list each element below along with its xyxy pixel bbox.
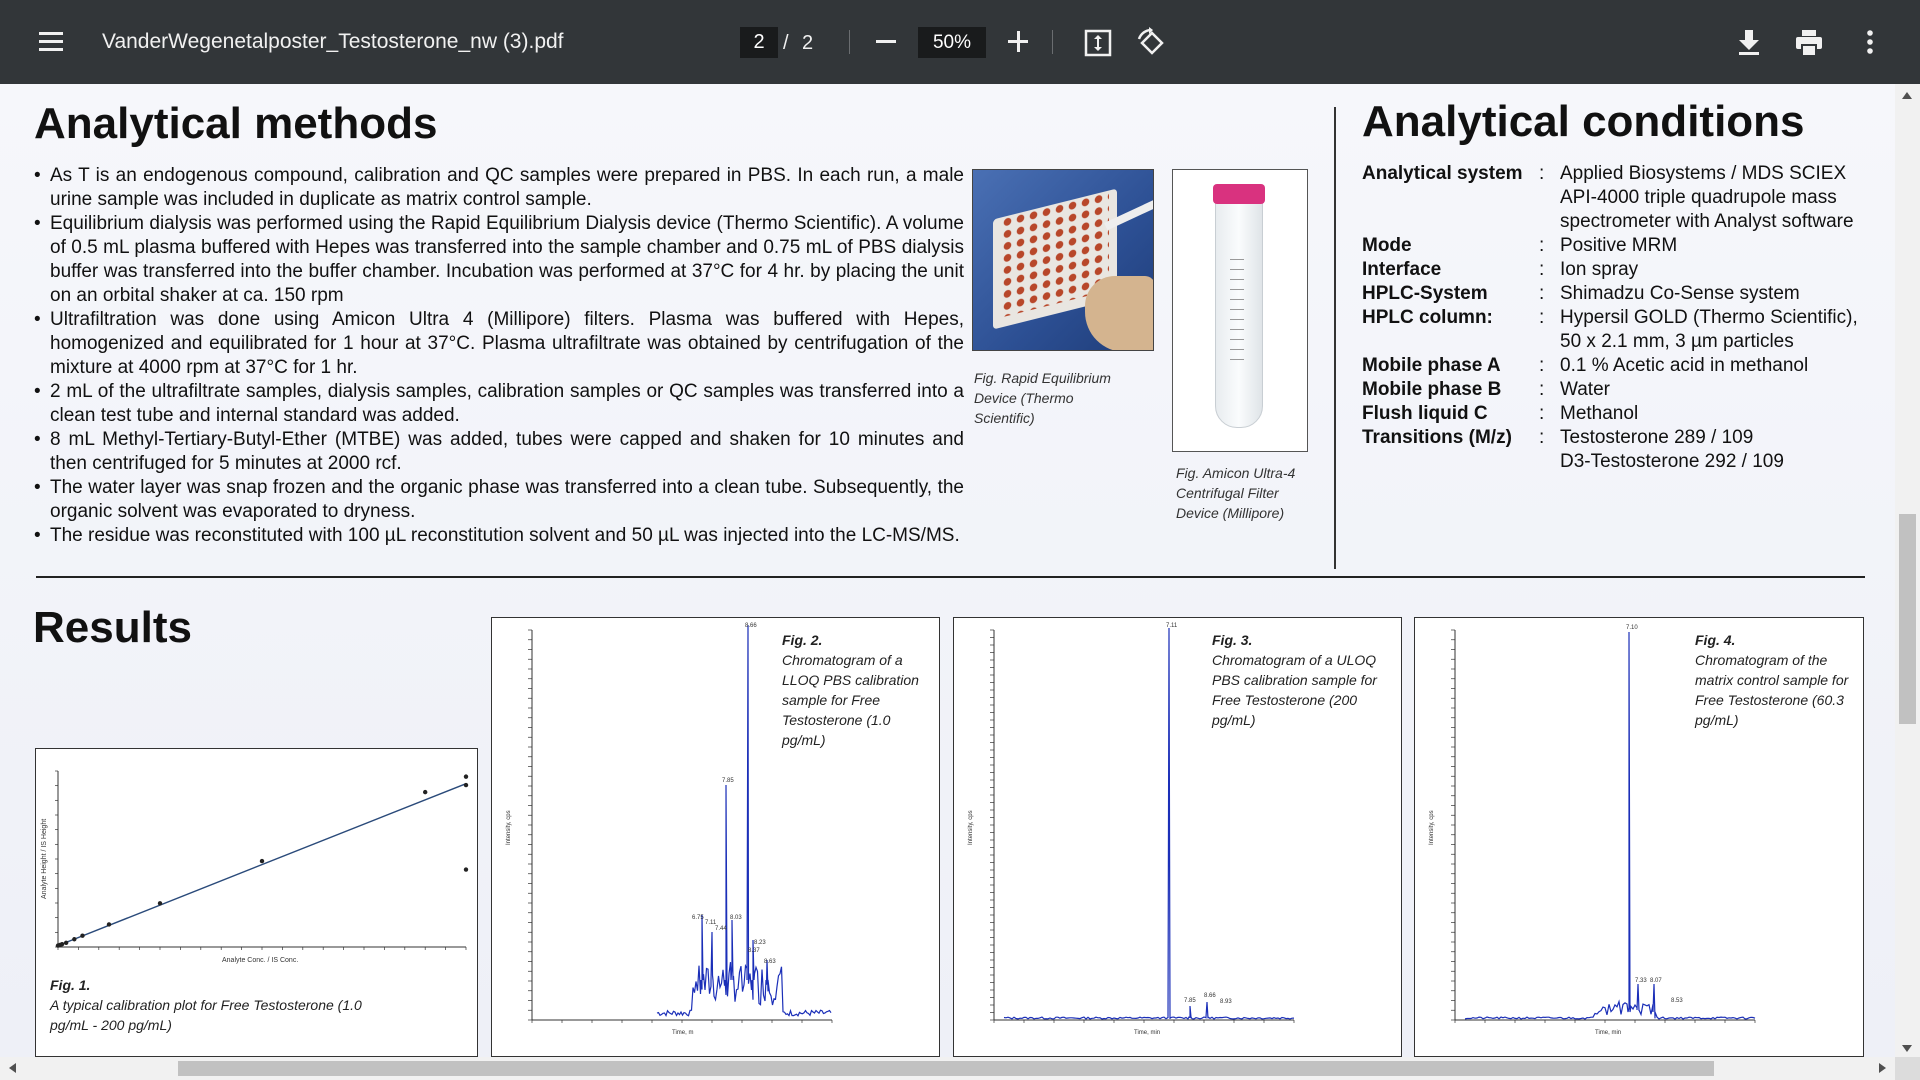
figure-4-text: Chromatogram of the matrix control sample for Free Testosterone (60.3 pg/mL) <box>1695 652 1849 728</box>
figure-1-label: Fig. 1. <box>50 977 91 993</box>
methods-list <box>34 164 964 548</box>
toolbar-divider <box>849 30 850 54</box>
condition-colon: : <box>1539 379 1545 400</box>
figure-3-box <box>953 617 1402 1057</box>
condition-row <box>1362 282 1882 306</box>
x-axis-label: Time, min <box>1595 1030 1622 1036</box>
figure-1-text: A typical calibration plot for Free Testosterone (1.0 pg/mL - 200 pg/mL) <box>50 997 362 1033</box>
condition-value: Water <box>1560 379 1610 400</box>
peak-label: 8.66 <box>745 623 757 629</box>
data-point <box>260 859 264 863</box>
horizontal-scroll-thumb[interactable] <box>178 1061 1714 1076</box>
peak-label: 7.44 <box>715 926 727 932</box>
rapid-equilibrium-device-photo <box>972 169 1154 351</box>
figure-3-label: Fig. 3. <box>1212 632 1253 648</box>
page-number-input[interactable]: 2 <box>740 27 778 58</box>
figure-2-label: Fig. 2. <box>782 632 823 648</box>
rotate-icon[interactable] <box>1136 27 1168 59</box>
condition-value: Shimadzu Co-Sense system <box>1560 283 1800 304</box>
menu-icon[interactable] <box>36 28 66 58</box>
figure-1-caption <box>50 975 370 1035</box>
page-total: 2 <box>802 32 814 54</box>
minus-icon[interactable] <box>872 26 902 56</box>
condition-row <box>1362 306 1882 354</box>
condition-row <box>1362 162 1882 234</box>
methods-bullet: • The water layer was snap frozen and the organic phase was transferred into a clean tube. Subsequently, the organic solvent was evaporated to dryness. <box>34 476 964 524</box>
pdf-toolbar <box>0 0 1920 84</box>
figure-2-caption <box>782 630 932 750</box>
vertical-scroll-thumb[interactable] <box>1899 514 1916 724</box>
methods-bullet: • 8 mL Methyl-Tertiary-Butyl-Ether (MTBE) was added, tubes were capped and shaken for 10 minutes and then centrifuged for 5 minutes at 2000 rcf. <box>34 428 964 476</box>
peak-label: 8.37 <box>748 948 760 954</box>
peak-label: 7.10 <box>1626 625 1638 631</box>
condition-colon: : <box>1539 307 1545 328</box>
condition-row <box>1362 258 1882 282</box>
condition-value: D3-Testosterone 292 / 109 <box>1560 451 1784 472</box>
data-point <box>80 934 84 938</box>
condition-value: Ion spray <box>1560 259 1639 280</box>
y-axis-label: Intensity, cps <box>506 810 512 845</box>
data-point <box>423 790 427 794</box>
condition-value: Methanol <box>1560 403 1639 424</box>
peak-label: 8.93 <box>1220 999 1232 1005</box>
data-point <box>64 941 68 945</box>
condition-value: Testosterone 289 / 109 <box>1560 427 1754 448</box>
data-point <box>464 783 468 787</box>
pdf-page <box>0 84 1895 1057</box>
scroll-right-arrow[interactable] <box>1879 1063 1886 1073</box>
more-vert-icon[interactable] <box>1855 27 1885 57</box>
condition-label: Mode <box>1362 235 1412 256</box>
y-axis-label: Intensity, cps <box>968 810 974 845</box>
y-axis-label: Analyte Height / IS Height <box>41 818 48 899</box>
condition-colon: : <box>1539 355 1545 376</box>
print-icon[interactable] <box>1793 27 1825 59</box>
data-point <box>464 774 468 778</box>
methods-bullet: • 2 mL of the ultrafiltrate samples, dialysis samples, calibration samples or QC samples was transferred into a clean test tube and internal standard was added. <box>34 380 964 428</box>
zoom-level-input[interactable]: 50% <box>918 27 986 58</box>
data-point <box>72 937 76 941</box>
condition-row <box>1362 426 1882 450</box>
methods-bullet: • Ultrafiltration was done using Amicon Ultra 4 (Millipore) filters. Plasma was buffered with Hepes, homogenized and equilibrated for 1 hour at 37°C. Plasma ultrafiltrate was obtained by centrifugation of the mixture at 4000 rpm at 37°C for 1 hr. <box>34 308 964 380</box>
peak-label: 8.53 <box>1671 998 1683 1004</box>
condition-row <box>1362 234 1882 258</box>
condition-row <box>1362 354 1882 378</box>
figure-2-box <box>491 617 940 1057</box>
conditions-table <box>1362 162 1882 474</box>
x-axis-label: Time, m <box>672 1030 694 1036</box>
horizontal-scrollbar[interactable] <box>0 1057 1895 1080</box>
red-device-caption: Fig. Rapid Equilibrium Device (Thermo Scientific) <box>974 370 1111 426</box>
document-title: VanderWegenetalposter_Testosterone_nw (3).pdf <box>102 30 564 53</box>
vertical-scrollbar[interactable] <box>1895 84 1920 1060</box>
figure-4-label: Fig. 4. <box>1695 632 1736 648</box>
toolbar-divider <box>1052 30 1053 54</box>
figure-3-caption <box>1212 630 1392 730</box>
amicon-caption: Fig. Amicon Ultra-4 Centrifugal Filter Device (Millipore) <box>1176 465 1296 521</box>
condition-label: Flush liquid C <box>1362 403 1488 424</box>
results-heading: Results <box>33 603 192 652</box>
condition-colon: : <box>1539 259 1545 280</box>
x-axis-label: Time, min <box>1134 1030 1161 1036</box>
condition-label: Mobile phase A <box>1362 355 1501 376</box>
fit-line <box>58 784 466 946</box>
page-separator: / <box>783 32 789 54</box>
amicon-filter-photo <box>1172 169 1308 452</box>
data-point <box>60 942 64 946</box>
condition-value: Hypersil GOLD (Thermo Scientific), 50 x 2.1 mm, 3 µm particles <box>1560 307 1858 352</box>
condition-value: Positive MRM <box>1560 235 1678 256</box>
peak-label: 8.07 <box>1650 978 1662 984</box>
section-divider <box>36 576 1865 578</box>
peak-label: 6.75 <box>692 915 704 921</box>
condition-label: Mobile phase B <box>1362 379 1502 400</box>
condition-colon: : <box>1539 403 1545 424</box>
condition-label: Transitions (M/z) <box>1362 427 1512 448</box>
peak-label: 7.85 <box>722 778 734 784</box>
scrollbar-corner <box>1895 1057 1920 1080</box>
condition-value: Applied Biosystems / MDS SCIEX API-4000 triple quadrupole mass spectrometer with Analyst software <box>1560 163 1854 232</box>
methods-bullet: • The residue was reconstituted with 100 µL reconstitution solvent and 50 µL was injected into the LC-MS/MS. <box>34 524 964 548</box>
methods-bullet: • As T is an endogenous compound, calibration and QC samples were prepared in PBS. In each run, a male urine sample was included in duplicate as matrix control sample. <box>34 164 964 212</box>
peak-label: 8.23 <box>754 940 766 946</box>
scroll-left-arrow[interactable] <box>9 1063 16 1073</box>
calibration-plot <box>36 749 477 969</box>
methods-heading: Analytical methods <box>34 99 438 148</box>
condition-row <box>1362 450 1882 474</box>
fit-page-icon[interactable] <box>1083 28 1113 58</box>
peak-label: 8.66 <box>1204 993 1216 999</box>
condition-label: Interface <box>1362 259 1442 280</box>
condition-colon: : <box>1539 427 1545 448</box>
data-point <box>158 901 162 905</box>
data-point <box>107 922 111 926</box>
data-point <box>464 867 468 871</box>
condition-label: Analytical system <box>1362 163 1523 184</box>
condition-row <box>1362 378 1882 402</box>
plus-icon[interactable] <box>1004 26 1034 56</box>
figure-3-text: Chromatogram of a ULOQ PBS calibration sample for Free Testosterone (200 pg/mL) <box>1212 652 1377 728</box>
condition-label: HPLC column: <box>1362 307 1493 328</box>
condition-row <box>1362 402 1882 426</box>
condition-colon: : <box>1539 235 1545 256</box>
download-icon[interactable] <box>1734 27 1764 57</box>
figure-4-box <box>1414 617 1864 1057</box>
figure-1-box <box>35 748 478 1057</box>
scroll-up-arrow[interactable] <box>1902 92 1912 99</box>
condition-colon: : <box>1539 163 1545 184</box>
x-axis-label: Analyte Conc. / IS Conc. <box>222 957 299 964</box>
conditions-heading: Analytical conditions <box>1362 97 1805 146</box>
column-divider <box>1334 107 1336 569</box>
condition-colon: : <box>1539 283 1545 304</box>
peak-label: 8.03 <box>730 915 742 921</box>
condition-value: 0.1 % Acetic acid in methanol <box>1560 355 1809 376</box>
condition-label: HPLC-System <box>1362 283 1488 304</box>
figure-4-caption <box>1695 630 1855 730</box>
peak-label: 7.11 <box>705 920 717 926</box>
scroll-down-arrow[interactable] <box>1902 1045 1912 1052</box>
peak-label: 8.63 <box>764 959 776 965</box>
peak-label: 7.33 <box>1635 978 1647 984</box>
peak-label: 7.11 <box>1166 623 1178 629</box>
y-axis-label: Intensity, cps <box>1429 810 1435 845</box>
methods-bullet: • Equilibrium dialysis was performed using the Rapid Equilibrium Dialysis device (Thermo Scientific). A volume of 0.5 mL plasma buffered with Hepes was transferred into the sample chamber and 0.75 mL of PBS dialysis buffer was transferred into the buffer chamber. Incubation was performed at 37°C for 4 hr. by placing the unit on an orbital shaker at ca. 150 rpm <box>34 212 964 308</box>
peak-label: 7.85 <box>1184 998 1196 1004</box>
figure-2-text: Chromatogram of a LLOQ PBS calibration sample for Free Testosterone (1.0 pg/mL) <box>782 652 919 748</box>
